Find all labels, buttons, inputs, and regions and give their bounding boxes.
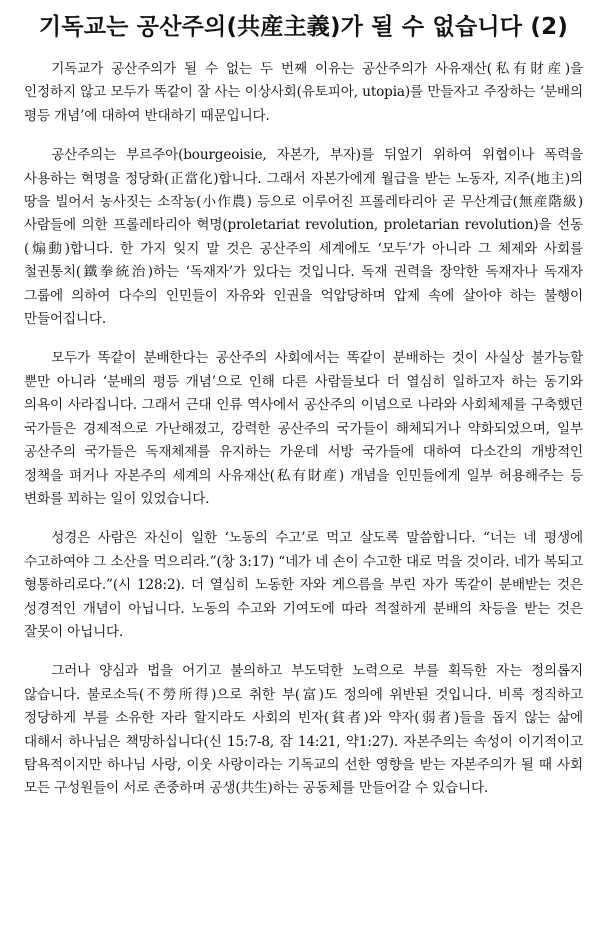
paragraph-5: 그러나 양심과 법을 어기고 불의하고 부도덕한 노력으로 부를 획득한 자는 정의롭지 않습니다. 불로소득(不勞所得)으로 취한 부(富)도 정의에 위반된 것입니다. 비록 정직하고 정당하게 부를 소유한 자라 할지라도 사회의 빈자(貧者)와 약자(弱者)들을 돕지 않는 삶에 대해서 하나님은 책망하십니다(신 15:7-8, 잠 14:21, 약1:27). 자본주의는 속성이 이기적이고 탐욕적이지만 하나님 사랑, 이웃 사랑이라는 기독교의 선한 영향을 받는 자본주의가 될 때 사회 모든 구성원들이 서로 존중하며 공생(共生)하는 공동체를 만들어갈 수 있습니다.: [24, 663, 583, 797]
paragraph-4: 성경은 사람은 자신이 일한 ‘노동의 수고’로 먹고 살도록 말씀합니다. “너는 네 평생에 수고하여야 그 소산을 먹으리라.”(창 3:17) “네가 네 손이 수고한 대로 먹을 것이라. 네가 복되고 형통하리로다.”(시 128:2). 더 열심히 노동한 자와 게으름을 부린 자가 똑같이 분배받는 것은 성경적인 개념이 아닙니다. 노동의 수고와 기여도에 따라 적절하게 분배의 차등을 받는 것은 잘못이 아닙니다.: [24, 530, 583, 640]
paragraph-3: 모두가 똑같이 분배한다는 공산주의 사회에서는 똑같이 분배하는 것이 사실상 불가능할 뿐만 아니라 ‘분배의 평등 개념’으로 인해 다른 사람들보다 더 열심히 일하고자 하는 동기와 의욕이 사라집니다. 그래서 근대 인류 역사에서 공산주의 이념으로 나라와 사회체제를 구축했던 국가들은 경제적으로 가난해졌고, 강력한 공산주의 국가들이 해체되거나 약화되었으며, 일부 공산주의 국가들은 독재체제를 유지하는 가운데 서방 국가들에 대하여 다소간의 개방적인 정책을 펴거나 자본주의 세계의 사유재산(私有財産) 개념을 인민들에게 일부 허용해주는 등 변화를 꾀하는 일이 있었습니다.: [24, 350, 583, 507]
document-title: 기독교는 공산주의(共産主義)가 될 수 없습니다 (2): [38, 14, 569, 40]
paragraph-2: 공산주의는 부르주아(bourgeoisie, 자본가, 부자)를 뒤엎기 위하여 위협이나 폭력을 사용하는 혁명을 정당화(正當化)합니다. 그래서 자본가에게 월급을 받는 노동자, 지주(地主)의 땅을 빌어서 농사짓는 소작농(小作農) 등으로 이루어진 프롤레타리아 곧 무산계급(無産階級) 사람들에 의한 프롤레타리아 혁명(proletariat revolution, proletarian revolution)을 선동(煽動)합니다. 한 가지 잊지 말 것은 공산주의 세계에도 ‘모두’가 아니라 그 체제와 사회를 철권통치(鐵拳統治)하는 ‘독재자’가 있다는 것입니다. 독재 권력을 장악한 독재자나 독재자 그룹에 의하여 다수의 인민들이 자유와 인권을 억압당하며 압제 속에 살아야 하는 불행이 만들어집니다.: [24, 147, 583, 328]
paragraph-1: 기독교가 공산주의가 될 수 없는 두 번째 이유는 공산주의가 사유재산(私有財産)을 인정하지 않고 모두가 똑같이 잘 사는 이상사회(유토피아, utopia)를 만들자고 주장하는 ‘분배의 평등 개념’에 대하여 반대하기 때문입니다.: [24, 61, 583, 124]
